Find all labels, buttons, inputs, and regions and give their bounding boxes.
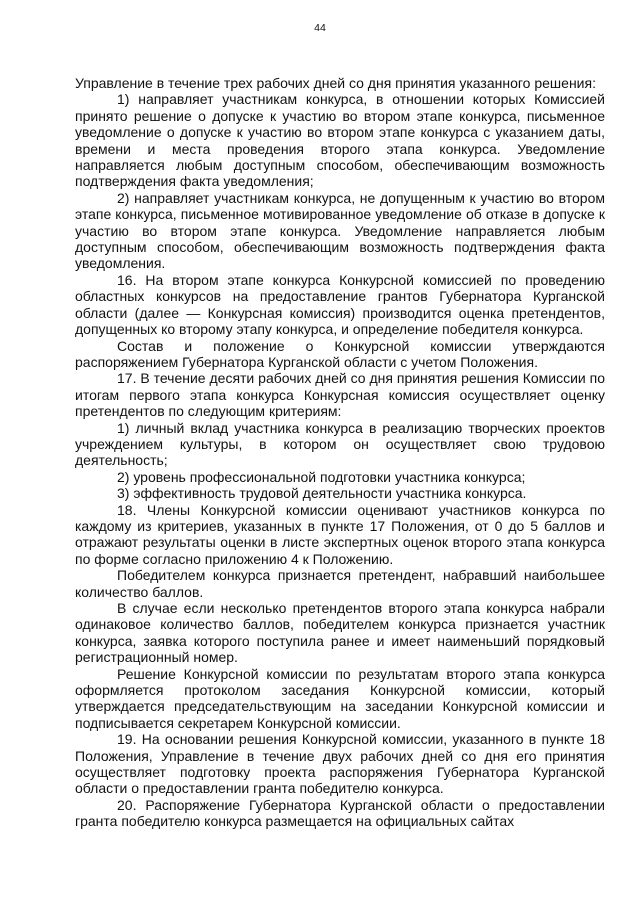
paragraph-item-1-notice-admitted: 1) направляет участникам конкурса, в отношении которых Комиссией принято решение о допуске к участию во втором этапе конкурса, письменное уведомление о допуске к участию во втором этапе конкурса с указанием даты, времени и места проведения второго этапа конкурса. Уведомление направляется любым доступным способом, обеспечивающим возможность подтверждения факта уведомления; — [75, 91, 605, 190]
paragraph-intro: Управление в течение трех рабочих дней со дня принятия указанного решения: — [75, 75, 596, 91]
paragraph-criterion-3: 3) эффективность трудовой деятельности участника конкурса. — [117, 485, 527, 502]
paragraph-decision-protocol: Решение Конкурсной комиссии по результатам второго этапа конкурса оформляется протоколом заседания Конкурсной комиссии, который утверждается председательствующим на заседании Конкурсной комиссии и подписывается секретарем Конкурсной комиссии. — [75, 665, 605, 731]
paragraph-commission-composition: Состав и положение о Конкурсной комиссии утверждаются распоряжением Губернатора Курганской области с учетом Положения. — [75, 337, 605, 370]
page-number: 44 — [314, 22, 326, 34]
paragraph-clause-17: 17. В течение десяти рабочих дней со дня принятия решения Комиссии по итогам первого этапа конкурса Конкурсная комиссия осуществляет оценку претендентов по следующим критериям: — [75, 370, 605, 420]
paragraph-winner-rule: Победителем конкурса признается претендент, набравший наибольшее количество баллов. — [75, 567, 605, 600]
paragraph-item-2-notice-rejected: 2) направляет участникам конкурса, не допущенным к участию во втором этапе конкурса, письменное мотивированное уведомление об отказе в допуске к участию во втором этапе конкурса. Уведомление направляется любым доступным способом, обеспечивающим возможность подтверждения факта уведомления. — [75, 189, 605, 272]
paragraph-clause-19: 19. На основании решения Конкурсной комиссии, указанного в пункте 18 Положения, Управление в течение двух рабочих дней со дня его принятия осуществляет подготовку проекта распоряжения Губернатора Курганской области о предоставлении гранта победителю конкурса. — [75, 731, 605, 797]
paragraph-clause-18: 18. Члены Конкурсной комиссии оценивают участников конкурса по каждому из критериев, указанных в пункте 17 Положения, от 0 до 5 баллов и отражают результаты оценки в листе экспертных оценок второго этапа конкурса по форме согласно приложению 4 к Положению. — [75, 501, 605, 567]
paragraph-clause-16: 16. На втором этапе конкурса Конкурсной комиссией по проведению областных конкурсов на предоставление грантов Губернатора Курганской области (далее — Конкурсная комиссия) производится оценка претендентов, допущенных ко второму этапу конкурса, и определение победителя конкурса. — [75, 271, 605, 338]
paragraph-clause-20: 20. Распоряжение Губернатора Курганской области о предоставлении гранта победителю конкурса размещается на официальных сайтах — [75, 796, 605, 830]
document-body — [75, 75, 605, 830]
paragraph-tie-rule: В случае если несколько претендентов второго этапа конкурса набрали одинаковое количество баллов, победителем конкурса признается участник конкурса, заявка которого поступила ранее и имеет наименьший порядковый регистрационный номер. — [75, 600, 605, 666]
paragraph-criterion-2: 2) уровень профессиональной подготовки участника конкурса; — [117, 468, 526, 485]
paragraph-criterion-1: 1) личный вклад участника конкурса в реализацию творческих проектов учреждением культуры, в котором он осуществляет свою трудовою деятельность; — [75, 419, 605, 469]
